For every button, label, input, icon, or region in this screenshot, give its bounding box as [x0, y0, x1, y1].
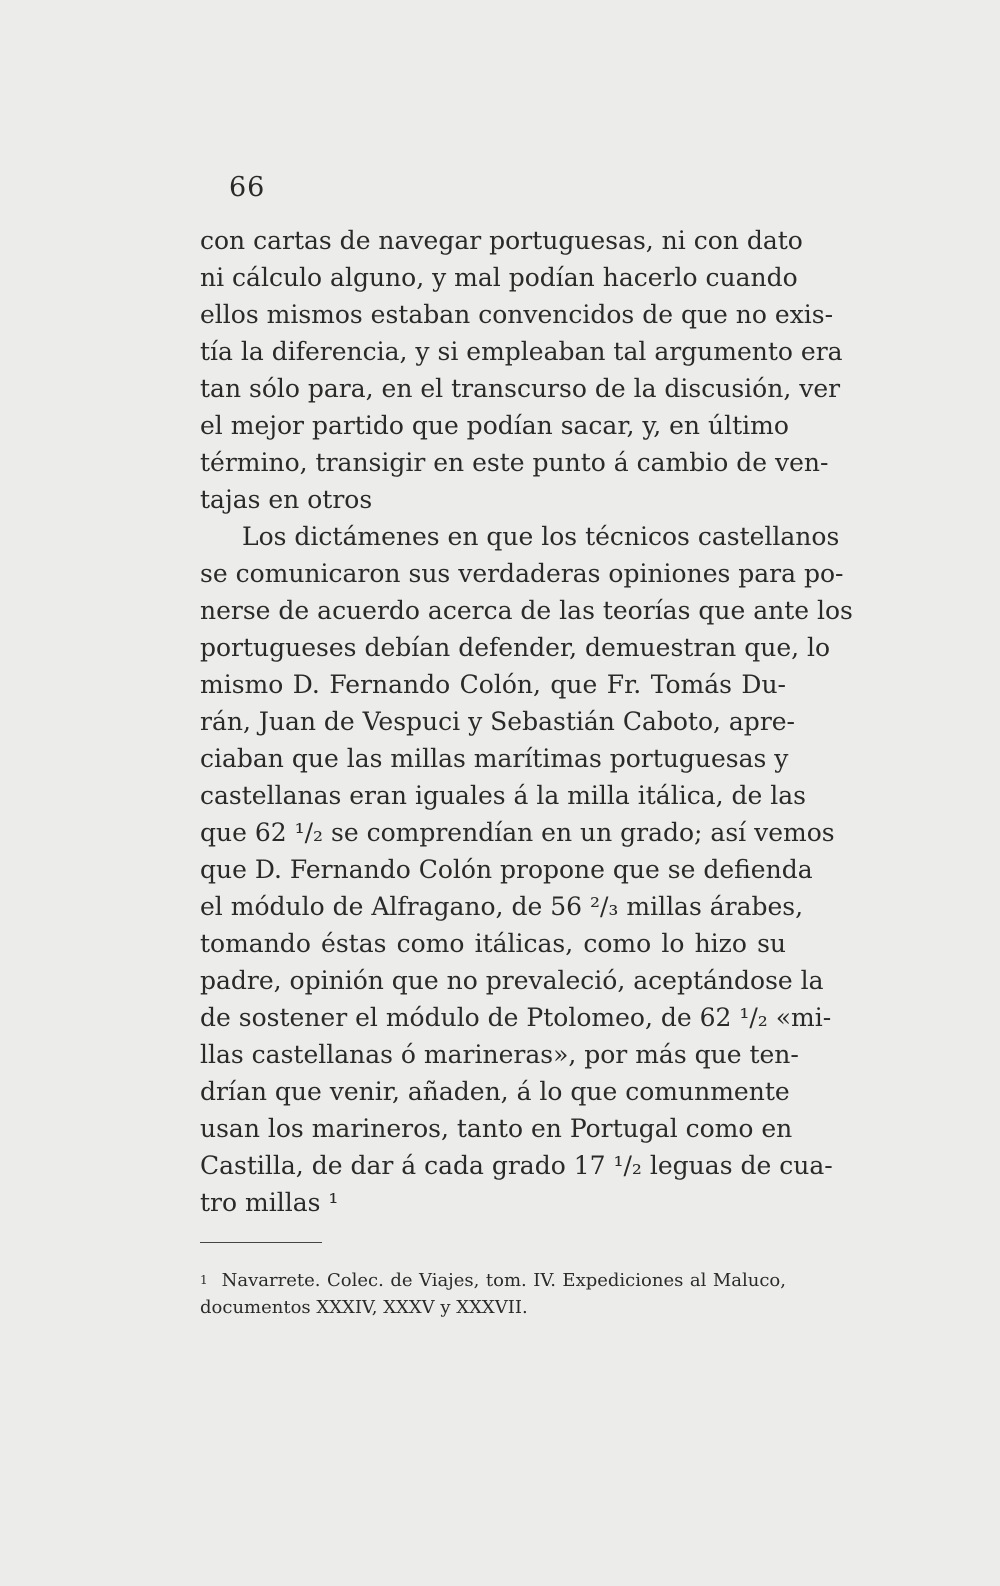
text-line: usan los marineros, tanto en Portugal como en — [200, 1114, 793, 1143]
text-line: término, transigir en este punto á cambio de ven- — [200, 448, 829, 477]
text-line: ciaban que las millas marítimas portuguesas y — [200, 744, 789, 773]
text-line: tomando éstas como itálicas, como lo hizo su — [200, 929, 786, 958]
text-line: que 62 ¹/₂ se comprendían en un grado; así vemos — [200, 818, 835, 847]
text-line: padre, opinión que no prevaleció, aceptándose la — [200, 966, 824, 995]
text-line: castellanas eran iguales á la milla itálica, de las — [200, 781, 806, 810]
text-line: tan sólo para, en el transcurso de la discusión, ver — [200, 374, 841, 403]
text-line: Castilla, de dar á cada grado 17 ¹/₂ leguas de cua- — [200, 1151, 833, 1180]
text-line: se comunicaron sus verdaderas opiniones para po- — [200, 559, 844, 588]
footnote-text: Navarrete. Colec. de Viajes, tom. IV. Expediciones al Maluco, — [221, 1270, 786, 1291]
text-line: Los dictámenes en que los técnicos castellanos — [242, 522, 840, 551]
text-line: ni cálculo alguno, y mal podían hacerlo cuando — [200, 263, 798, 292]
text-line: tajas en otros — [200, 485, 373, 514]
text-line: tía la diferencia, y si empleaban tal argumento era — [200, 337, 843, 366]
text-line: que D. Fernando Colón propone que se defienda — [200, 855, 813, 884]
text-line: portugueses debían defender, demuestran que, lo — [200, 633, 831, 662]
text-line: tro millas ¹ — [200, 1188, 339, 1217]
text-line: llas castellanas ó marineras», por más que ten- — [200, 1040, 799, 1069]
text-line: de sostener el módulo de Ptolomeo, de 62 ¹/₂ «mi- — [200, 1003, 832, 1032]
footnote — [200, 1266, 786, 1322]
text-line: ellos mismos estaban convencidos de que no exis- — [200, 300, 834, 329]
footnote-line: documentos XXXIV, XXXV y XXXVII. — [200, 1297, 528, 1318]
page-number: 66 — [229, 172, 266, 203]
footnote-divider — [200, 1242, 322, 1243]
text-line: con cartas de navegar portuguesas, ni con dato — [200, 226, 803, 255]
text-line: rán, Juan de Vespuci y Sebastián Caboto, apre- — [200, 707, 796, 736]
text-line: nerse de acuerdo acerca de las teorías que ante los — [200, 596, 853, 625]
text-line: drían que venir, añaden, á lo que comunmente — [200, 1077, 790, 1106]
text-line: el módulo de Alfragano, de 56 ²/₃ millas árabes, — [200, 892, 804, 921]
body-text — [200, 222, 853, 1221]
footnote-marker: 1 — [200, 1273, 208, 1287]
text-line: el mejor partido que podían sacar, y, en último — [200, 411, 789, 440]
text-line: mismo D. Fernando Colón, que Fr. Tomás Du- — [200, 670, 786, 699]
footnote-line — [200, 1266, 786, 1294]
